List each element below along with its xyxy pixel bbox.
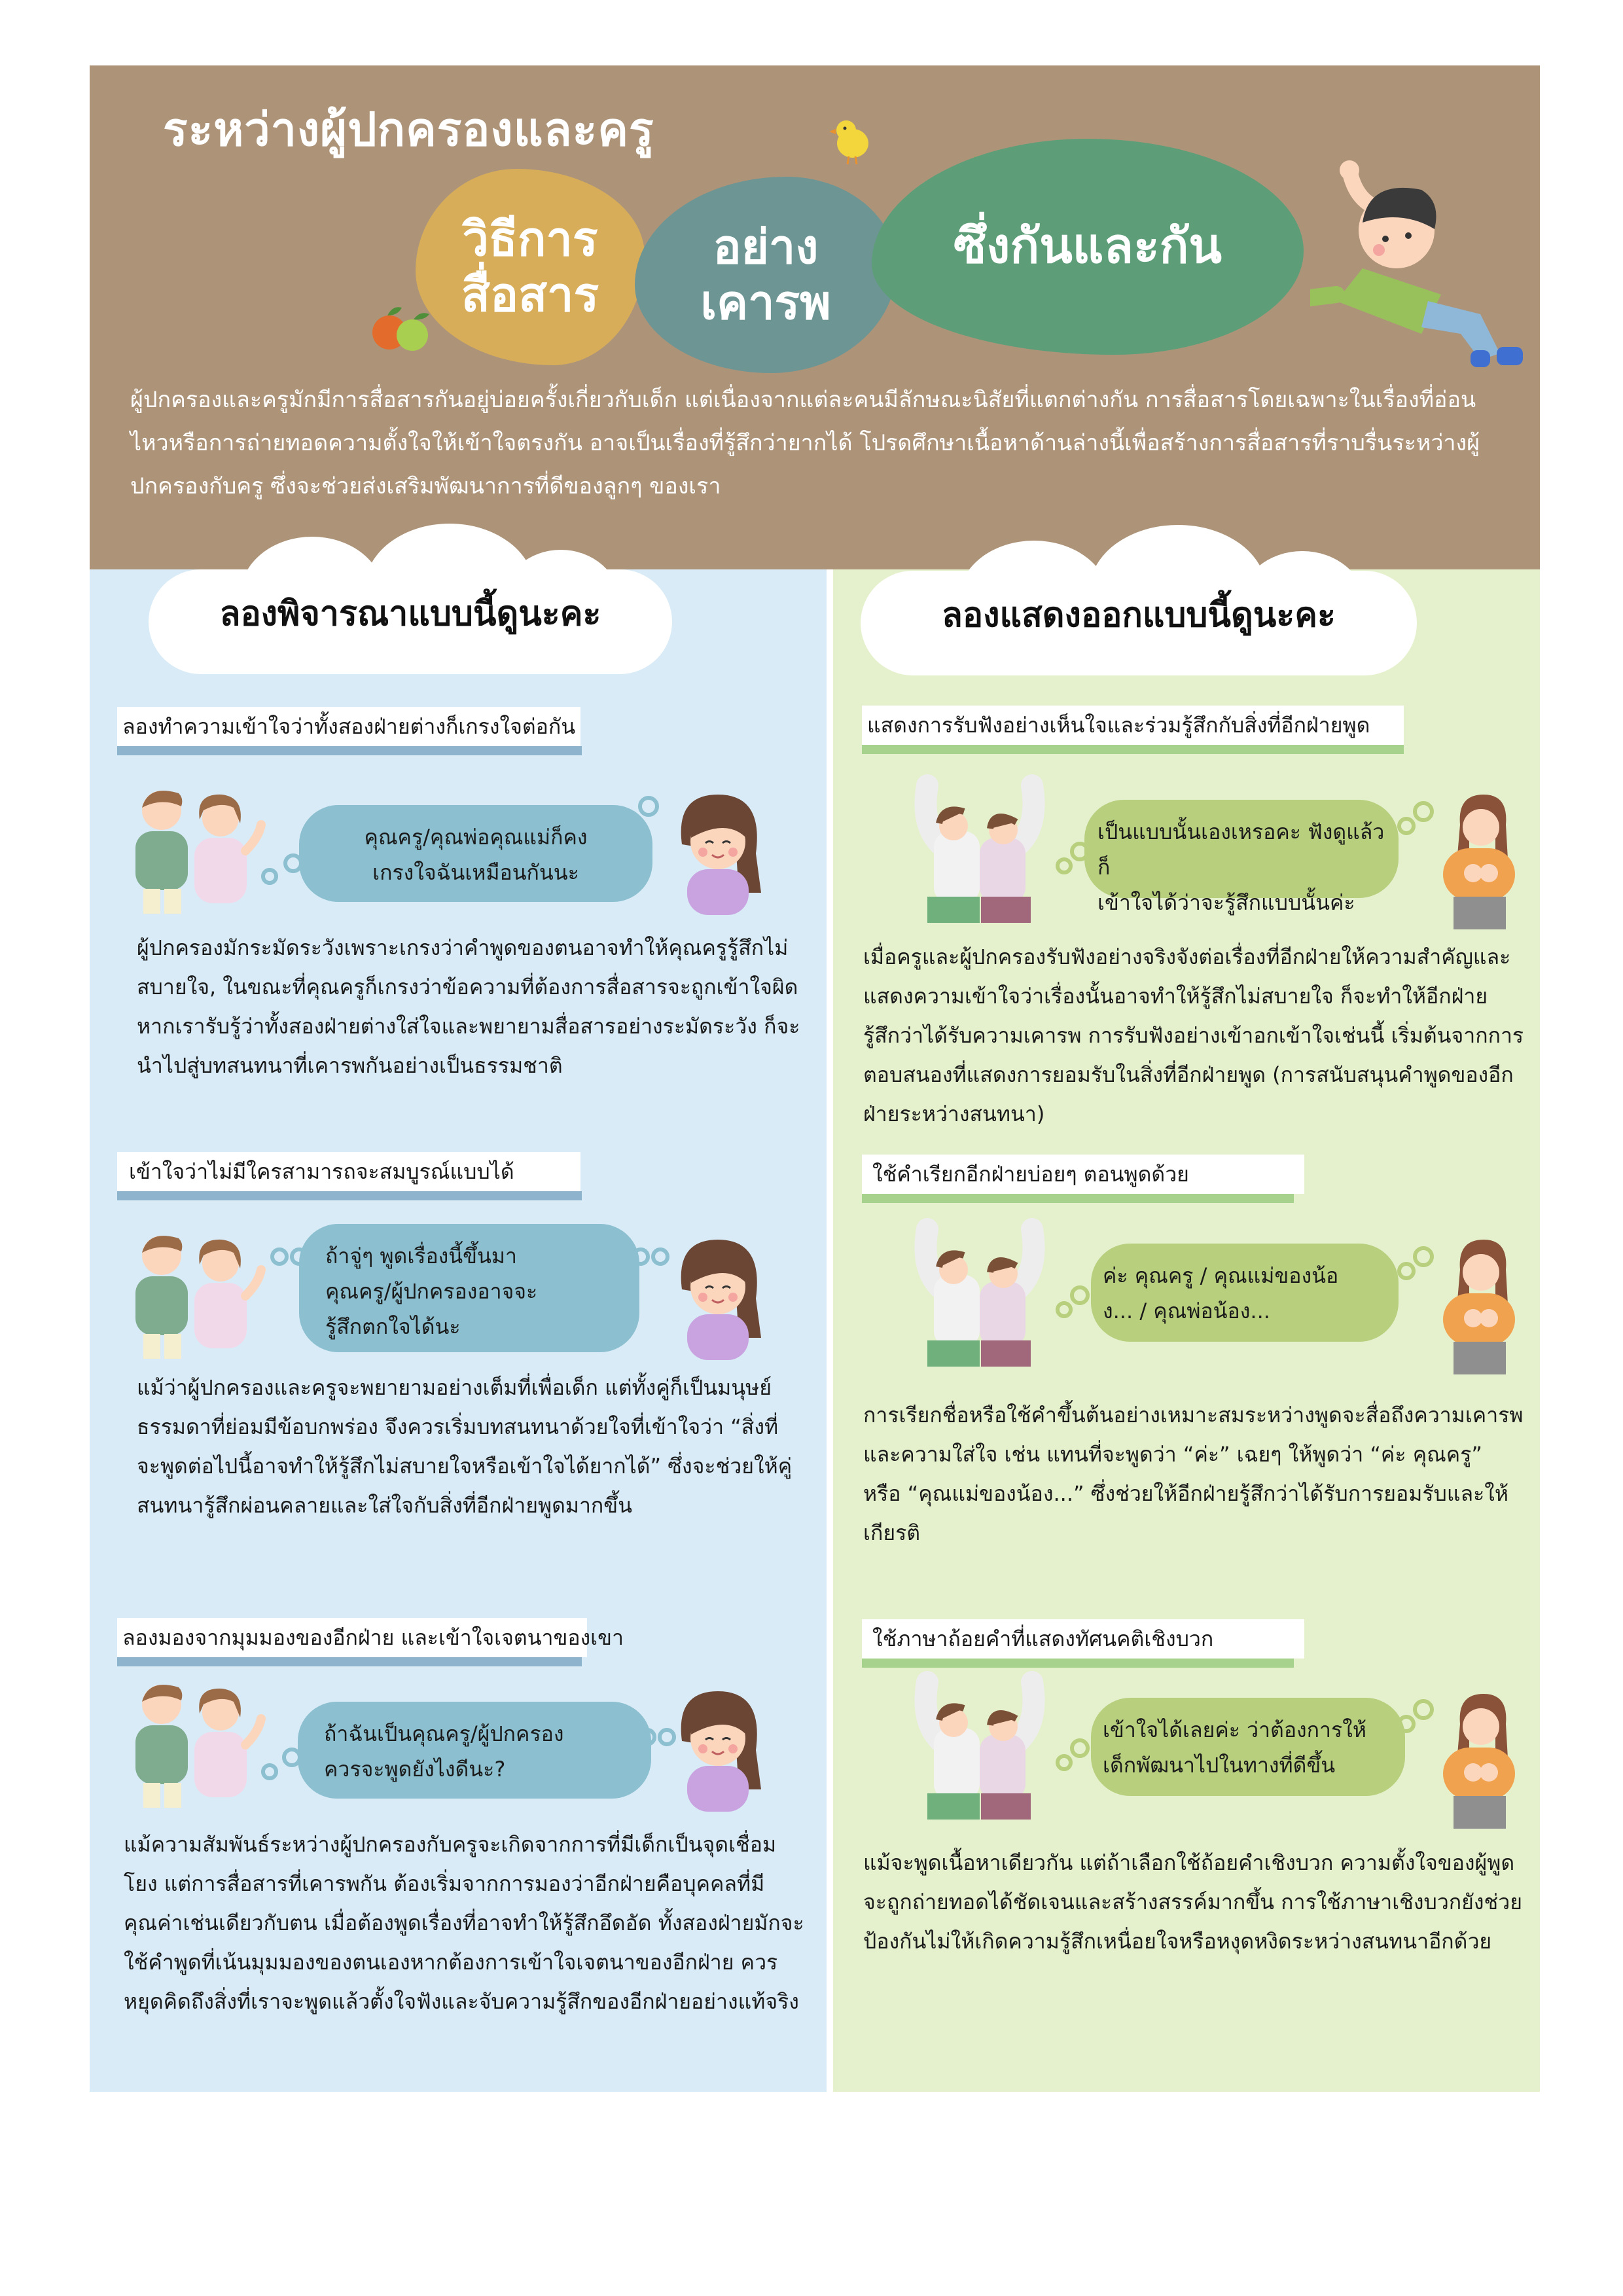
right-heading: ลองแสดงออกแบบนี้ดูนะคะ <box>942 596 1336 635</box>
right-section-3-bar <box>862 1659 1294 1668</box>
page-title: ระหว่างผู้ปกครองและครู <box>163 103 654 156</box>
teacher-woman-icon <box>1431 1691 1529 1829</box>
blob-respectful: อย่าง เคารพ <box>635 177 897 373</box>
left-section-2-text: แม้ว่าผู้ปกครองและครูจะพยายามอย่างเต็มที่เพื่อเด็ก แต่ทั้งคู่ก็เป็นมนุษย์ธรรมดาที่ย่อมมีข้อบกพร่อง จึงควรเริ่มบทสนทนาด้วยใจที่เข้าใจว่า “สิ่งที่จะพูดต่อไปนี้อาจทำให้รู้สึกไม่สบายใจหรือเข้าใจได้ยากได้” ซึ่งจะช่วยให้คู่สนทนารู้สึกผ่อนคลายและใส่ใจกับสิ่งที่อีกฝ่ายพูดมากขึ้น <box>137 1375 793 1518</box>
teacher-girl-icon <box>669 1689 767 1813</box>
left-heading: ลองพิจารณาแบบนี้ดูนะคะ <box>219 594 601 634</box>
right-section-1-bubble: เป็นแบบนั้นเองเหรอคะ ฟังดูแล้วก็ เข้าใจได้ว่าจะรู้สึกแบบนั้นค่ะ <box>1084 800 1399 898</box>
right-section-1-title: แสดงการรับฟังอย่างเห็นใจและร่วมรู้สึกกับสิ่งที่อีกฝ่ายพูด <box>862 706 1404 745</box>
teacher-girl-icon <box>669 792 767 916</box>
intro-paragraph: ผู้ปกครองและครูมักมีการสื่อสารกันอยู่บ่อยครั้งเกี่ยวกับเด็ก แต่เนื่องจากแต่ละคนมีลักษณะนิสัยที่แตกต่างกัน การสื่อสารโดยเฉพาะในเรื่องที่อ่อนไหวหรือการถ่ายทอดความตั้งใจให้เข้าใจตรงกัน อาจเป็นเรื่องที่รู้สึกว่ายากได้ โปรดศึกษาเนื้อหาด้านล่างนี้เพื่อสร้างการสื่อสารที่ราบรื่นระหว่างผู้ปกครองกับครู ซึ่งจะช่วยส่งเสริมพัฒนาการที่ดีของลูกๆ ของเรา <box>130 387 1480 499</box>
left-section-2-bar <box>117 1191 582 1200</box>
left-section-3-title: ลองมองจากมุมมองของอีกฝ่าย และเข้าใจเจตนาของเขา <box>117 1618 587 1657</box>
right-section-3-text: แม้จะพูดเนื้อหาเดียวกัน แต่ถ้าเลือกใช้ถ้อยคำเชิงบวก ความตั้งใจของผู้พูดจะถูกถ่ายทอดได้ชัดเจนและสร้างสรรค์มากขึ้น การใช้ภาษาเชิงบวกยังช่วยป้องกันไม่ให้เกิดความรู้สึกเหนื่อยใจหรือหงุดหงิดระหว่างสนทนาอีกด้วย <box>863 1850 1522 1954</box>
left-section-1-bar <box>117 746 582 755</box>
right-section-2-bubble: ค่ะ คุณครู / คุณแม่ของน้อ ง... / คุณพ่อน้อง... <box>1091 1244 1399 1342</box>
blob-mutual: ซึ่งกันและกัน <box>872 139 1304 355</box>
parents-couple-icon <box>129 1673 266 1810</box>
right-section-2-text: การเรียกชื่อหรือใช้คำขึ้นต้นอย่างเหมาะสมระหว่างพูดจะสื่อถึงความเคารพและความใส่ใจ เช่น แทนที่จะพูดว่า “ค่ะ” เฉยๆ ให้พูดว่า “ค่ะ คุณครู” หรือ “คุณแม่ของน้อง...” ซึ่งช่วยให้อีกฝ่ายรู้สึกว่าได้รับการยอมรับและให้เกียรติ <box>863 1403 1524 1545</box>
right-section-2-bar <box>862 1194 1294 1203</box>
teacher-woman-icon <box>1431 1237 1529 1374</box>
left-section-2-bubble: ถ้าจู่ๆ พูดเรื่องนี้ขึ้นมา คุณครู/ผู้ปกครองอาจจะ รู้สึกตกใจได้นะ <box>299 1224 639 1352</box>
parents-couple-icon <box>129 1224 266 1361</box>
left-section-2-title: เข้าใจว่าไม่มีใครสามารถจะสมบูรณ์แบบได้ <box>117 1152 580 1191</box>
fruit-icon <box>368 301 440 353</box>
left-section-1-title: ลองทำความเข้าใจว่าทั้งสองฝ่ายต่างก็เกรงใจต่อกัน <box>117 707 580 746</box>
flying-boy-icon <box>1310 157 1526 373</box>
left-section-3-text: แม้ความสัมพันธ์ระหว่างผู้ปกครองกับครูจะเกิดจากการที่มีเด็กเป็นจุดเชื่อมโยง แต่การสื่อสารที่เคารพกัน ต้องเริ่มจากการมองว่าอีกฝ่ายคือบุคคลที่มีคุณค่าเช่นเดียวกับตน เมื่อต้องพูดเรื่องที่อาจทำให้รู้สึกอึดอัด ทั้งสองฝ่ายมักจะใช้คำพูดที่เน้นมุมมองของตนเองหากต้องการเข้าใจเจตนาของอีกฝ่าย ควรหยุดคิดถึงสิ่งที่เราจะพูดแล้วตั้งใจฟังและจับความรู้สึกของอีกฝ่ายอย่างแท้จริง <box>124 1832 804 2014</box>
right-section-2-title: ใช้คำเรียกอีกฝ่ายบ่อยๆ ตอนพูดด้วย <box>862 1155 1304 1194</box>
blob-communication-method: วิธีการ สื่อสาร <box>416 169 645 365</box>
column-divider <box>827 569 833 2092</box>
chick-icon <box>829 115 875 167</box>
hands-up-parents-icon <box>908 772 1052 923</box>
right-heading-cloud <box>861 525 1417 675</box>
hands-up-parents-icon <box>908 1216 1052 1367</box>
parents-couple-icon <box>129 779 266 916</box>
left-heading-cloud <box>149 524 672 674</box>
left-section-1-bubble: คุณครู/คุณพ่อคุณแม่ก็คง เกรงใจฉันเหมือนกันนะ <box>299 805 652 902</box>
left-section-3-bar <box>117 1657 582 1666</box>
teacher-girl-icon <box>669 1237 767 1361</box>
right-section-3-title: ใช้ภาษาถ้อยคำที่แสดงทัศนคติเชิงบวก <box>862 1619 1304 1659</box>
right-section-1-bar <box>862 745 1404 754</box>
teacher-woman-icon <box>1431 792 1529 929</box>
poster <box>90 65 1540 2092</box>
hands-up-parents-icon <box>908 1669 1052 1820</box>
left-section-3-bubble: ถ้าฉันเป็นคุณครู/ผู้ปกครอง ควรจะพูดยังไงดีนะ? <box>298 1702 651 1799</box>
right-section-1-text: เมื่อครูและผู้ปกครองรับฟังอย่างจริงจังต่อเรื่องที่อีกฝ่ายให้ความสำคัญและแสดงความเข้าใจว่าเรื่องนั้นอาจทำให้รู้สึกไม่สบายใจ ก็จะทำให้อีกฝ่ายรู้สึกว่าได้รับความเคารพ การรับฟังอย่างเข้าอกเข้าใจเช่นนี้ เริ่มต้นจากการตอบสนองที่แสดงการยอมรับในสิ่งที่อีกฝ่ายพูด (การสนับสนุนคำพูดของอีกฝ่ายระหว่างสนทนา) <box>863 944 1524 1126</box>
left-section-1-text: ผู้ปกครองมักระมัดระวังเพราะเกรงว่าคำพูดของตนอาจทำให้คุณครูรู้สึกไม่สบายใจ, ในขณะที่คุณครูก็เกรงว่าข้อความที่ต้องการสื่อสารจะถูกเข้าใจผิด หากเรารับรู้ว่าทั้งสองฝ่ายต่างใส่ใจและพยายามสื่อสารอย่างระมัดระวัง ก็จะนำไปสู่บทสนทนาที่เคารพกันอย่างเป็นธรรมชาติ <box>137 935 800 1078</box>
right-section-3-bubble: เข้าใจได้เลยค่ะ ว่าต้องการให้ เด็กพัฒนาไปในทางที่ดีขึ้น <box>1091 1698 1405 1796</box>
